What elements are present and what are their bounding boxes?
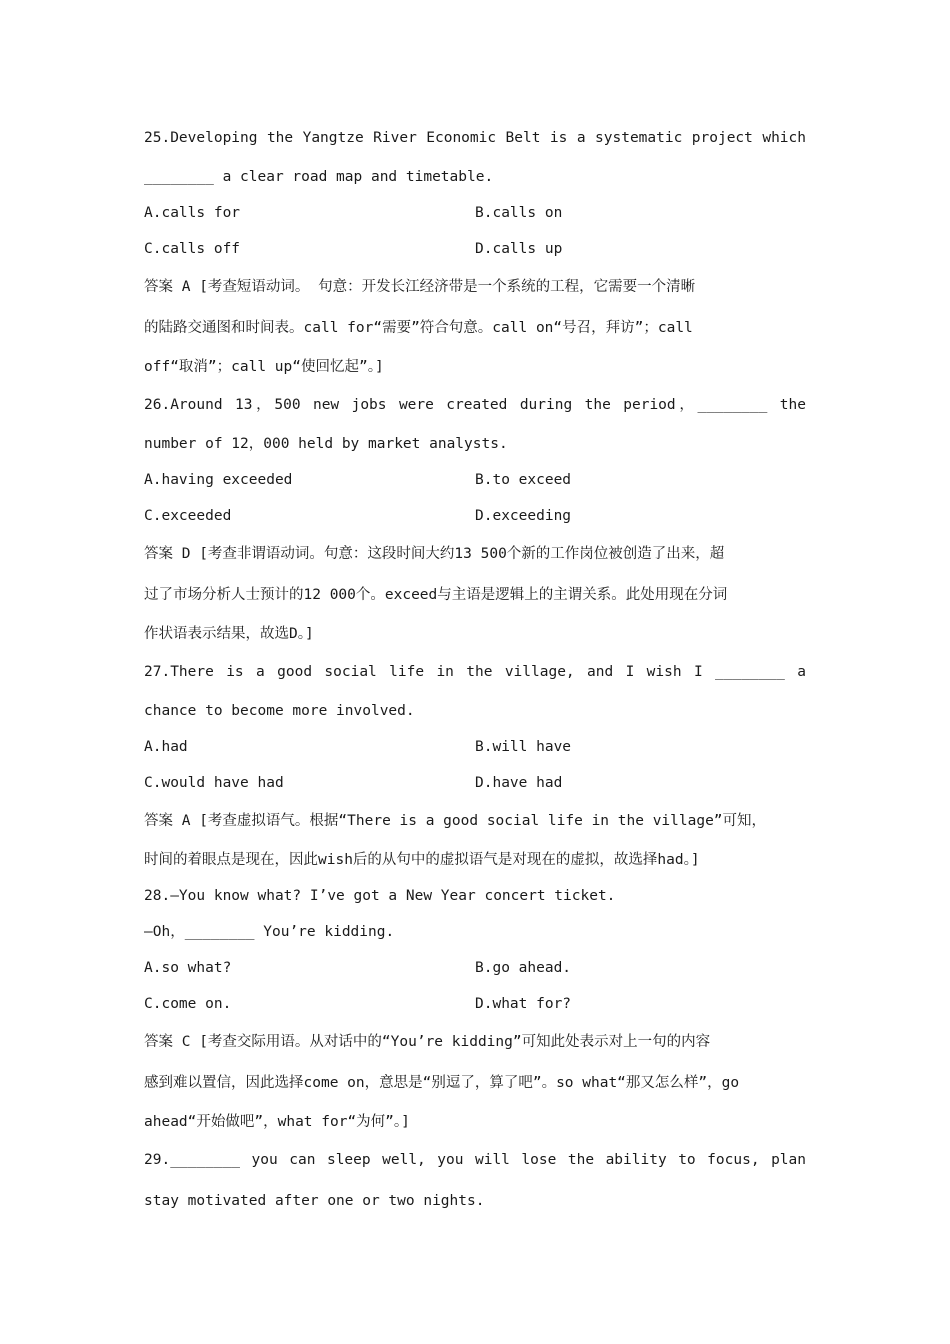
option-c: C.calls off xyxy=(144,241,241,257)
question-26 xyxy=(144,385,806,652)
question-stem-line: ________ a clear road map and timetable. xyxy=(144,169,494,185)
options-row xyxy=(144,950,806,986)
option-a: A.so what? xyxy=(144,960,232,976)
answer-line: 答案 D [考查非谓语动词。句意：这段时间大约13 500个新的工作岗位被创造了出来，超 xyxy=(144,546,725,562)
options-row xyxy=(144,765,806,801)
option-d: D.calls up xyxy=(475,241,563,257)
option-b: B.calls on xyxy=(475,205,563,221)
options-row xyxy=(144,986,806,1022)
answer-line: 时间的着眼点是现在，因此wish后的从句中的虚拟语气是对现在的虚拟，故选择had。] xyxy=(144,852,700,868)
option-b: B.will have xyxy=(475,739,572,755)
options-row xyxy=(144,729,806,765)
option-a: A.calls for xyxy=(144,205,241,221)
answer-line: off“取消”；call up“使回忆起”。] xyxy=(144,359,384,375)
question-25 xyxy=(144,118,806,385)
options-row xyxy=(144,231,806,267)
option-b: B.go ahead. xyxy=(475,960,572,976)
question-stem-line: 29.________ you can sleep well, you will lose the ability to focus, plan xyxy=(144,1152,806,1168)
question-stem-line: 27.There is a good social life in the village, and I wish I ________ a xyxy=(144,664,806,680)
option-b: B.to exceed xyxy=(475,472,572,488)
question-stem-line: —Oh，________ You’re kidding. xyxy=(144,924,395,940)
answer-line: 作状语表示结果，故选D。] xyxy=(144,626,314,642)
options-row xyxy=(144,195,806,231)
option-a: A.having exceeded xyxy=(144,472,293,488)
question-stem-line: number of 12，000 held by market analysts. xyxy=(144,436,508,452)
question-stem-line: chance to become more involved. xyxy=(144,703,415,719)
options-row xyxy=(144,498,806,534)
answer-line: ahead“开始做吧”，what for“为何”。] xyxy=(144,1114,410,1130)
option-d: D.what for? xyxy=(475,996,572,1012)
question-27 xyxy=(144,652,806,878)
option-c: C.would have had xyxy=(144,775,284,791)
option-a: A.had xyxy=(144,739,188,755)
answer-line: 答案 C [考查交际用语。从对话中的“You’re kidding”可知此处表示对上一句的内容 xyxy=(144,1034,711,1050)
answer-line: 答案 A [考查虚拟语气。根据“There is a good social life in the village”可知， xyxy=(144,813,767,829)
options-row xyxy=(144,462,806,498)
answer-line: 的陆路交通图和时间表。call for“需要”符合句意。call on“号召，拜访”；call xyxy=(144,320,693,336)
option-d: D.have had xyxy=(475,775,563,791)
option-c: C.exceeded xyxy=(144,508,232,524)
question-28 xyxy=(144,878,806,1140)
option-c: C.come on. xyxy=(144,996,232,1012)
question-list xyxy=(144,118,806,1222)
answer-line: 过了市场分析人士预计的12 000个。exceed与主语是逻辑上的主谓关系。此处用现在分词 xyxy=(144,587,728,603)
question-stem-line: 25.Developing the Yangtze River Economic Belt is a systematic project which xyxy=(144,130,806,146)
answer-line: 答案 A [考查短语动词。 句意：开发长江经济带是一个系统的工程，它需要一个清晰 xyxy=(144,279,696,295)
question-stem-line: 28.—You know what? I’ve got a New Year concert ticket. xyxy=(144,888,616,904)
option-d: D.exceeding xyxy=(475,508,572,524)
answer-line: 感到难以置信，因此选择come on，意思是“别逗了，算了吧”。so what“那又怎么样”，go xyxy=(144,1075,740,1091)
question-stem-line: stay motivated after one or two nights. xyxy=(144,1193,485,1209)
question-29 xyxy=(144,1140,806,1222)
question-stem-line: 26.Around 13，500 new jobs were created during the period，________ the xyxy=(144,397,806,413)
